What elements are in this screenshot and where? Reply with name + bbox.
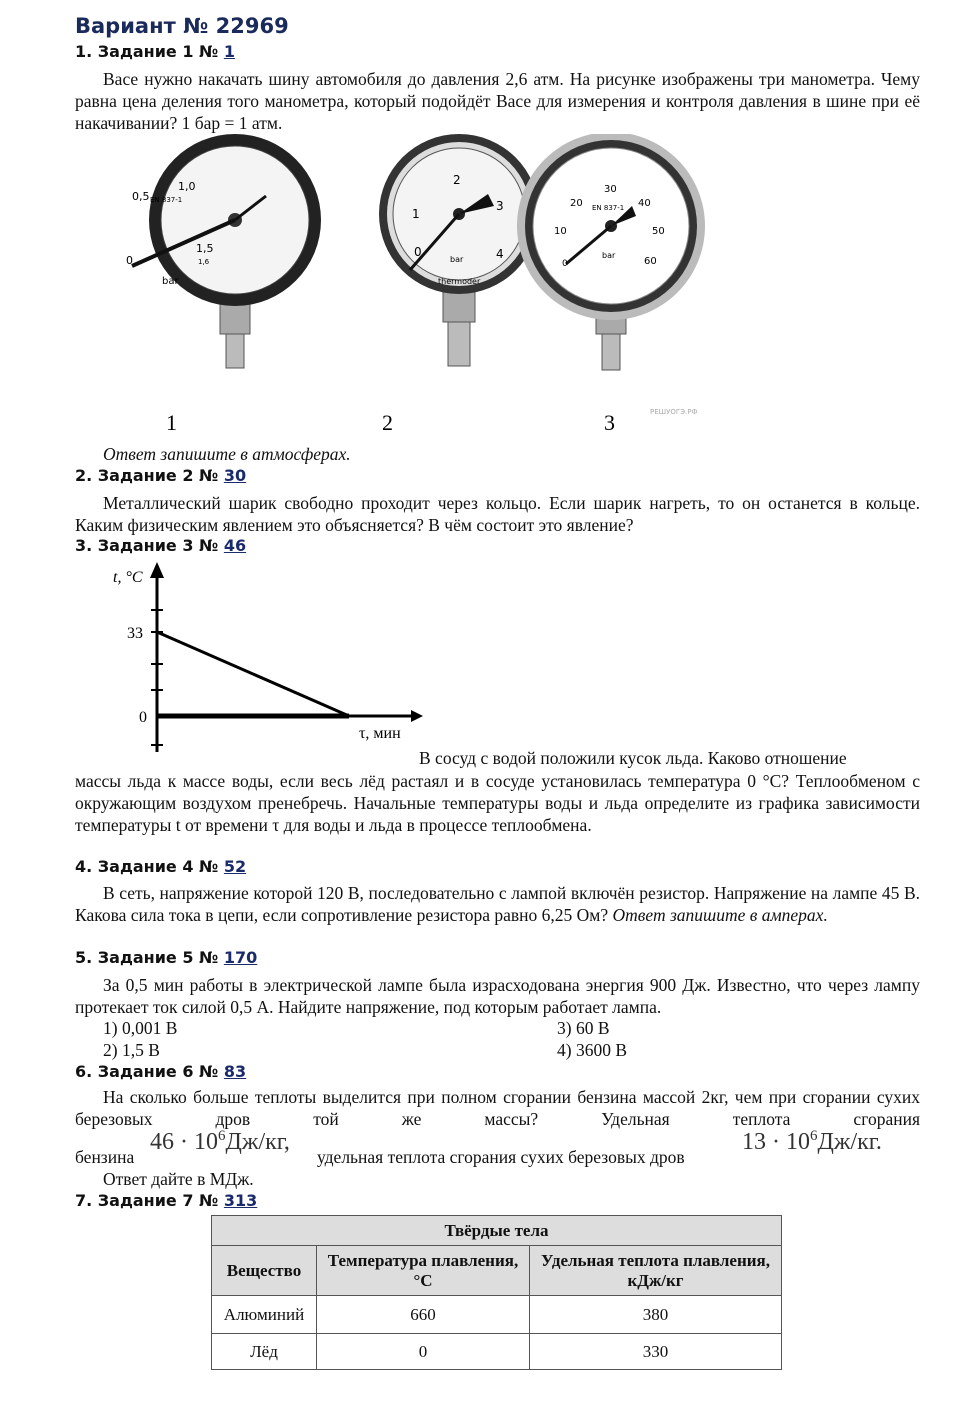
gauge3-tick-30: 30 [604,184,617,195]
table-row [212,1334,782,1370]
task-5-text: За 0,5 мин работы в электрической лампе была израсходована энергия 900 Дж. Известно, что через лампу протекает ток силой 0,5 А. Найдите напряжение, под которым работает лампа. [75,975,920,1017]
task-5-label: 5. Задание 5 № [75,948,224,967]
heat-value-wood [742,1128,882,1156]
manometer-2 [379,134,539,366]
task-1-label: 1. Задание 1 № [75,42,224,61]
gauge2-tick-2: 2 [453,173,461,187]
gauge-label-1: 1 [166,410,177,435]
gauge3-tick-0: 0 [562,259,568,269]
gauge3-unit: bar [602,251,616,260]
task-2-link[interactable]: 30 [223,466,247,485]
gauge3-tick-20: 20 [570,198,583,209]
task-6-word1: бензина [75,1147,135,1167]
table-cell: 0 [317,1334,530,1370]
task-3-text-first: В сосуд с водой положили кусок льда. Каково отношение [419,748,847,768]
task-4-text [75,882,920,926]
task-3-header [75,536,246,555]
table-caption: Твёрдые тела [212,1216,782,1246]
option-2: 2) 1,5 В [103,1040,160,1060]
task-6-text: На сколько больше теплоты выделится при полном сгорании бензина массой 2кг, чем при сгорании сухих березовых дров той же массы? Удельная теплота сгорания [75,1087,920,1129]
gauge2-brand: thermoder [438,277,481,286]
gauge2-tick-0: 0 [414,245,422,259]
temperature-graph [105,560,425,760]
table-header-melting-temp: Температура плавления, °С [317,1246,530,1296]
gauge2-tick-1: 1 [412,207,420,221]
task-4-body: В сеть, напряжение которой 120 В, последовательно с лампой включён резистор. Напряжение на лампе 45 В. Какова сила тока в цепи, если сопротивление резистора равно 6,25 Ом? [75,883,920,925]
table-cell: 330 [530,1334,782,1370]
task-6-answer: Ответ дайте в МДж. [103,1169,254,1189]
gauge-label-2: 2 [382,410,393,435]
solids-table [211,1215,782,1370]
table-row [212,1296,782,1334]
heat-value-gasoline-base: 46 · 10 [150,1129,218,1155]
y-axis-label: t, °C [113,569,143,586]
table-header-substance: Вещество [212,1246,317,1296]
table-cell: Лёд [212,1334,317,1370]
option-1: 1) 0,001 В [103,1018,178,1038]
task-7-header [75,1191,257,1210]
task-2-text: Металлический шарик свободно проходит через кольцо. Если шарик нагреть, то он останется в кольце. Каким физическим явлением это объясняется? В чём состоит это явление? [75,493,920,535]
task-1-header [75,42,235,61]
tick-33: 33 [127,625,143,642]
task-3-link[interactable]: 46 [223,536,247,555]
x-axis-label: τ, мин [359,725,401,742]
gauge3-model: EN 837-1 [592,204,625,212]
tick-0: 0 [139,709,147,726]
heat-value-wood-exp: 6 [810,1128,818,1144]
manometers-figure [70,134,710,444]
option-4: 4) 3600 В [557,1040,627,1060]
watermark: РЕШУОГЭ.РФ [650,408,698,416]
task-6-link[interactable]: 83 [223,1062,247,1081]
heat-value-gasoline-unit: Дж/кг, [225,1129,290,1155]
gauge1-tick-05: 0,5 [132,190,150,203]
gauge3-tick-10: 10 [554,226,567,237]
gauge1-small: 1,6 [198,258,210,266]
task-3-text: массы льда к массе воды, если весь лёд растаял и в сосуде установилась температура 0 °С? Теплообменом с окружающим воздухом пренебречь. Начальные температуры воды и льда определите из графика зависимости температуры t от времени τ для воды и льда в процессе теплообмена. [75,771,920,835]
gauge2-tick-3: 3 [496,199,504,213]
task-5-link[interactable]: 170 [223,948,258,967]
gauge1-tick-0: 0 [126,254,133,267]
task-2-header [75,466,246,485]
heat-value-wood-base: 13 · 10 [742,1129,810,1155]
task-7-link[interactable]: 313 [223,1191,258,1210]
task-1-text: Васе нужно накачать шину автомобиля до давления 2,6 атм. На рисунке изображены три манометра. Чему равна цена деления того манометра, который подойдёт Васе для измерения и контроля давления в шине при её накачивании? 1 бар = 1 атм. [75,69,920,133]
task-1-link[interactable]: 1 [223,42,236,61]
gauge3-tick-60: 60 [644,256,657,267]
option-3: 3) 60 В [557,1018,610,1038]
gauge2-unit: bar [450,255,464,264]
table-cell: 660 [317,1296,530,1334]
gauge2-tick-4: 4 [496,247,504,261]
manometer-1 [126,134,321,368]
gauge-label-3: 3 [604,410,615,435]
task-6-header [75,1062,246,1081]
task-5-header [75,948,257,967]
task-2-label: 2. Задание 2 № [75,466,224,485]
task-4-link[interactable]: 52 [223,857,247,876]
gauge1-tick-15: 1,5 [196,242,214,255]
task-4-label: 4. Задание 4 № [75,857,224,876]
heat-value-wood-unit: Дж/кг. [817,1129,882,1155]
gauge3-tick-40: 40 [638,198,651,209]
task-7-label: 7. Задание 7 № [75,1191,224,1210]
gauge1-unit: bar [162,276,179,287]
table-cell: Алюминий [212,1296,317,1334]
gauge3-tick-50: 50 [652,226,665,237]
table-cell: 380 [530,1296,782,1334]
task-6-label: 6. Задание 6 № [75,1062,224,1081]
task-4-header [75,857,246,876]
heat-value-gasoline-exp: 6 [218,1128,226,1144]
table-header-fusion-heat: Удельная теплота плавления, кДж/кг [530,1246,782,1296]
page-title: Вариант № 22969 [75,14,289,38]
task-1-answer-note: Ответ запишите в атмосферах. [103,444,351,464]
water-cooling-line [157,632,349,716]
gauge1-model: EN 837-1 [150,196,183,204]
gauge1-tick-10: 1,0 [178,180,196,193]
task-3-label: 3. Задание 3 № [75,536,224,555]
task-4-note: Ответ запишите в амперах. [612,905,828,925]
task-6-mid: удельная теплота сгорания сухих березовых дров [317,1147,685,1167]
manometer-3 [517,134,705,370]
heat-value-gasoline [150,1128,290,1156]
